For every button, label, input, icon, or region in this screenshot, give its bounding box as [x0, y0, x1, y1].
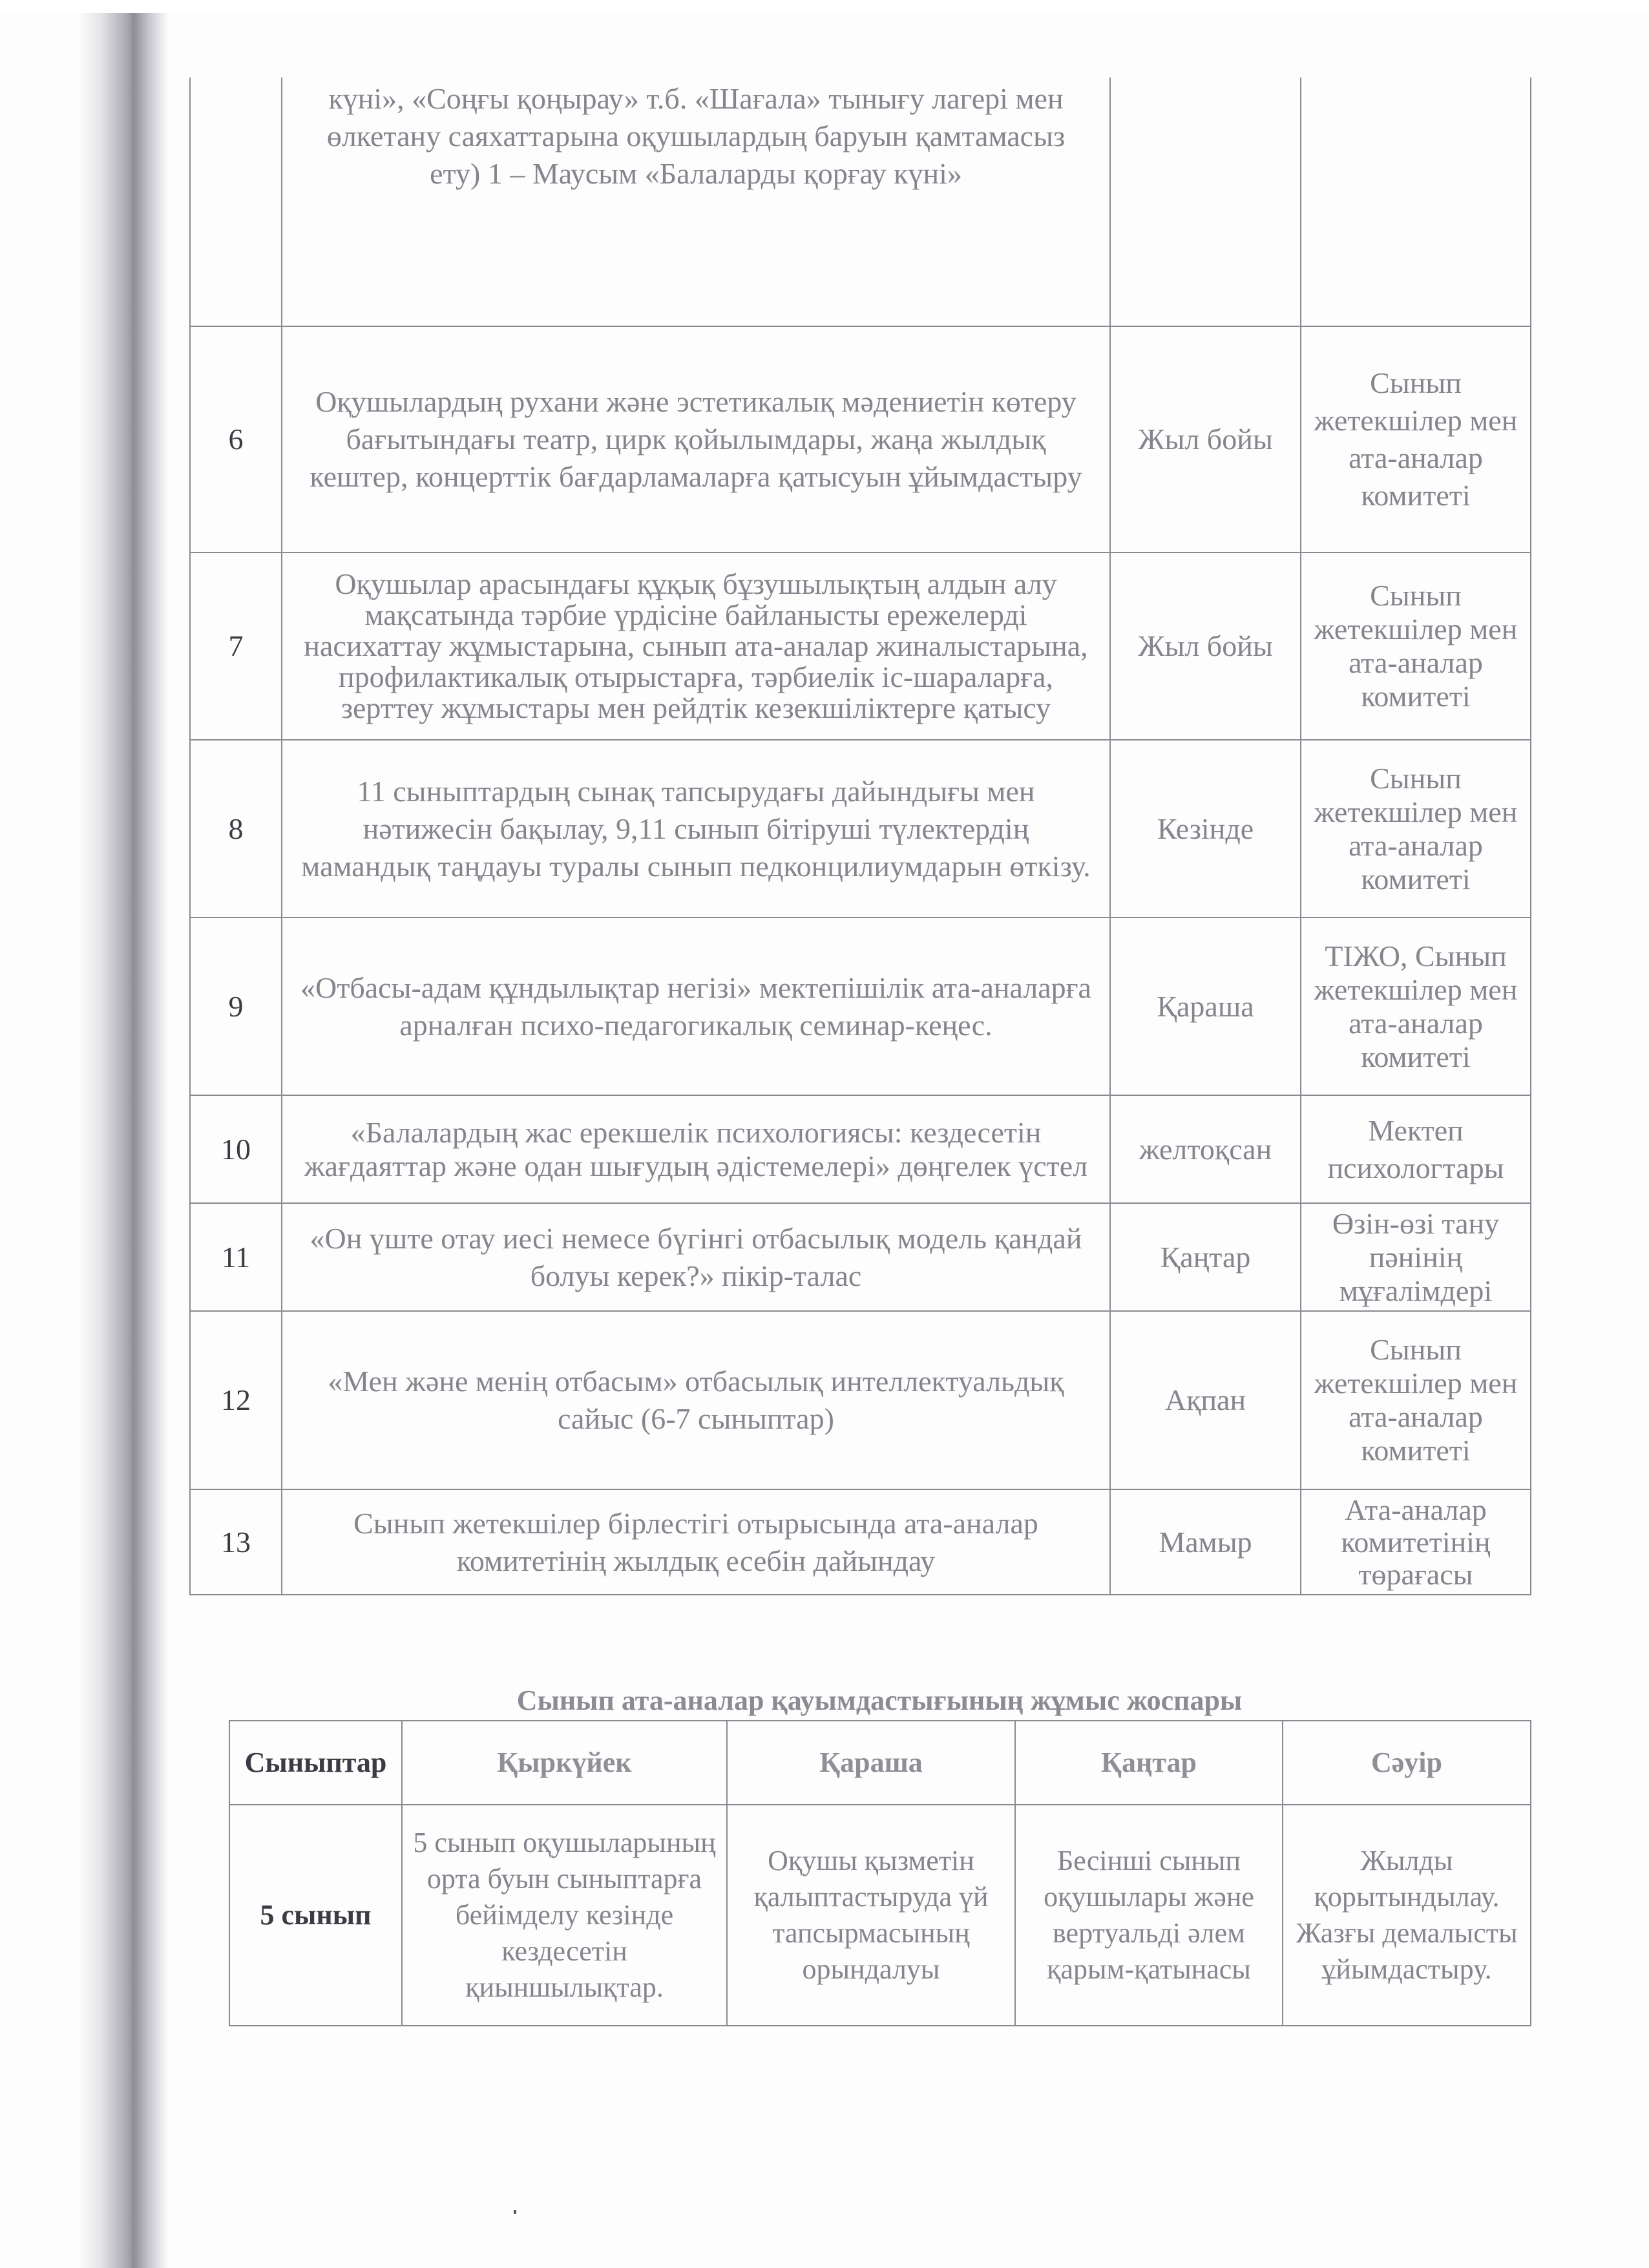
row-number: 8	[190, 740, 282, 918]
row-number: 9	[190, 918, 282, 1095]
row-number: 7	[190, 552, 282, 740]
scan-binding-shadow	[78, 13, 168, 2268]
row-responsible: Мектеп психологтары	[1301, 1095, 1531, 1203]
row-period: Мамыр	[1110, 1489, 1301, 1595]
table-row	[190, 1095, 1531, 1203]
row-description-text: 11 сыныптардың сынақ тапсырудағы дайындығы мен нәтижесін бақылау, 9,11 сынып бітіруші түлектердің мамандық таңдауы туралы сынып педконцилиумдарын өткізу.	[301, 774, 1091, 883]
row-description	[282, 1311, 1110, 1489]
row-period: Қараша	[1110, 918, 1301, 1095]
row-period: Кезінде	[1110, 740, 1301, 918]
row-description-text: Оқушылар арасындағы құқық бұзушылықтың алдын алу мақсатында тәрбие үрдісіне байланысты ережелерді насихаттау жұмыстарына, сынып ата-аналар жиналыстарына, профилактикалық отырыстарға, тәрбиелік іс-шараларға, зерттеу жұмыстары мен рейдтік кезекшіліктерге қатысу	[304, 567, 1088, 724]
row-description	[282, 1203, 1110, 1311]
plan-title: Сынып ата-аналар қауымдастығының жұмыс жоспары	[516, 1685, 1243, 1716]
row-description-text: «Мен және менің отбасым» отбасылық интеллектуальдық сайыс (6-7 сыныптар)	[328, 1365, 1064, 1435]
row-description	[282, 1095, 1110, 1203]
scan-speck	[514, 2210, 516, 2214]
row-number: 13	[190, 1489, 282, 1595]
header-january: Қаңтар	[1015, 1721, 1283, 1805]
plan-cell-september: 5 сынып оқушыларының орта буын сыныптарға бейімделу кезінде кездесетін қиыншылықтар.	[402, 1805, 727, 2026]
plan-cell-april: Жылды қорытындылау. Жазғы демалысты ұйымдастыру.	[1283, 1805, 1531, 2026]
row-description	[282, 78, 1110, 326]
plan-header-row	[229, 1721, 1531, 1805]
header-november: Қараша	[727, 1721, 1015, 1805]
row-responsible: Ата-аналар комитетінің төрағасы	[1301, 1489, 1531, 1595]
table-row	[190, 1489, 1531, 1595]
row-description-text: «Он үште отау иесі немесе бүгінгі отбасылық модель қандай болуы керек?» пікір-талас	[310, 1221, 1082, 1292]
row-description-text: «Отбасы-адам құндылықтар негізі» мектепішілік ата-аналарға арналған психо-педагогикалық семинар-кеңес.	[300, 971, 1091, 1042]
row-number: 10	[190, 1095, 282, 1203]
table-row	[190, 1203, 1531, 1311]
row-description	[282, 326, 1110, 552]
row-description	[282, 1489, 1110, 1595]
row-period: Жыл бойы	[1110, 326, 1301, 552]
table-row	[190, 740, 1531, 918]
row-responsible	[1301, 78, 1531, 326]
plan-row	[229, 1805, 1531, 2026]
events-table	[189, 78, 1531, 1595]
header-classes: Сыныптар	[229, 1721, 402, 1805]
row-number: 11	[190, 1203, 282, 1311]
row-period: Қаңтар	[1110, 1203, 1301, 1311]
header-april: Сәуір	[1283, 1721, 1531, 1805]
table-row	[190, 918, 1531, 1095]
plan-cell-november: Оқушы қызметін қалыптастыруда үй тапсырмасының орындалуы	[727, 1805, 1015, 2026]
row-responsible: Өзін-өзі тану пәнінің мұғалімдері	[1301, 1203, 1531, 1311]
row-description-text: «Балалардың жас ерекшелік психологиясы: кездесетін жағдаяттар және одан шығудың әдістемелері» дөңгелек үстел	[304, 1115, 1088, 1182]
row-period: Жыл бойы	[1110, 552, 1301, 740]
table-row	[190, 326, 1531, 552]
row-responsible: Сынып жетекшілер мен ата-аналар комитеті	[1301, 1311, 1531, 1489]
row-number: 6	[190, 326, 282, 552]
row-description	[282, 740, 1110, 918]
row-responsible: Сынып жетекшілер мен ата-аналар комитеті	[1301, 740, 1531, 918]
row-period: Ақпан	[1110, 1311, 1301, 1489]
row-responsible: Сынып жетекшілер мен ата-аналар комитеті	[1301, 552, 1531, 740]
parents-association-plan-table	[229, 1720, 1531, 2026]
row-description	[282, 552, 1110, 740]
row-responsible: ТІЖО, Сынып жетекшілер мен ата-аналар комитеті	[1301, 918, 1531, 1095]
row-period	[1110, 78, 1301, 326]
plan-row-label: 5 сынып	[229, 1805, 402, 2026]
plan-cell-january: Бесінші сынып оқушылары және вертуальді әлем қарым-қатынасы	[1015, 1805, 1283, 2026]
table-row	[190, 1311, 1531, 1489]
row-number	[190, 78, 282, 326]
row-period: желтоқсан	[1110, 1095, 1301, 1203]
row-description-text: Сынып жетекшілер бірлестігі отырысында ата-аналар комитетінің жылдық есебін дайындау	[353, 1506, 1038, 1577]
row-number: 12	[190, 1311, 282, 1489]
table-row	[190, 552, 1531, 740]
row-description-text: күні», «Соңғы қоңырау» т.б. «Шағала» тынығу лагері мен өлкетану саяхаттарына оқушылардың баруын қамтамасыз ету) 1 – Маусым «Балаларды қорғау күні»	[326, 82, 1066, 190]
page-top-margin	[0, 0, 1649, 13]
row-description	[282, 918, 1110, 1095]
row-responsible: Сынып жетекшілер мен ата-аналар комитеті	[1301, 326, 1531, 552]
header-september: Қыркүйек	[402, 1721, 727, 1805]
table-row	[190, 78, 1531, 326]
row-description-text: Оқушылардың рухани және эстетикалық мәдениетін көтеру бағытындағы театр, цирк қойылымдары, жаңа жылдық кештер, концерттік бағдарламаларға қатысуын ұйымдастыру	[310, 385, 1082, 493]
